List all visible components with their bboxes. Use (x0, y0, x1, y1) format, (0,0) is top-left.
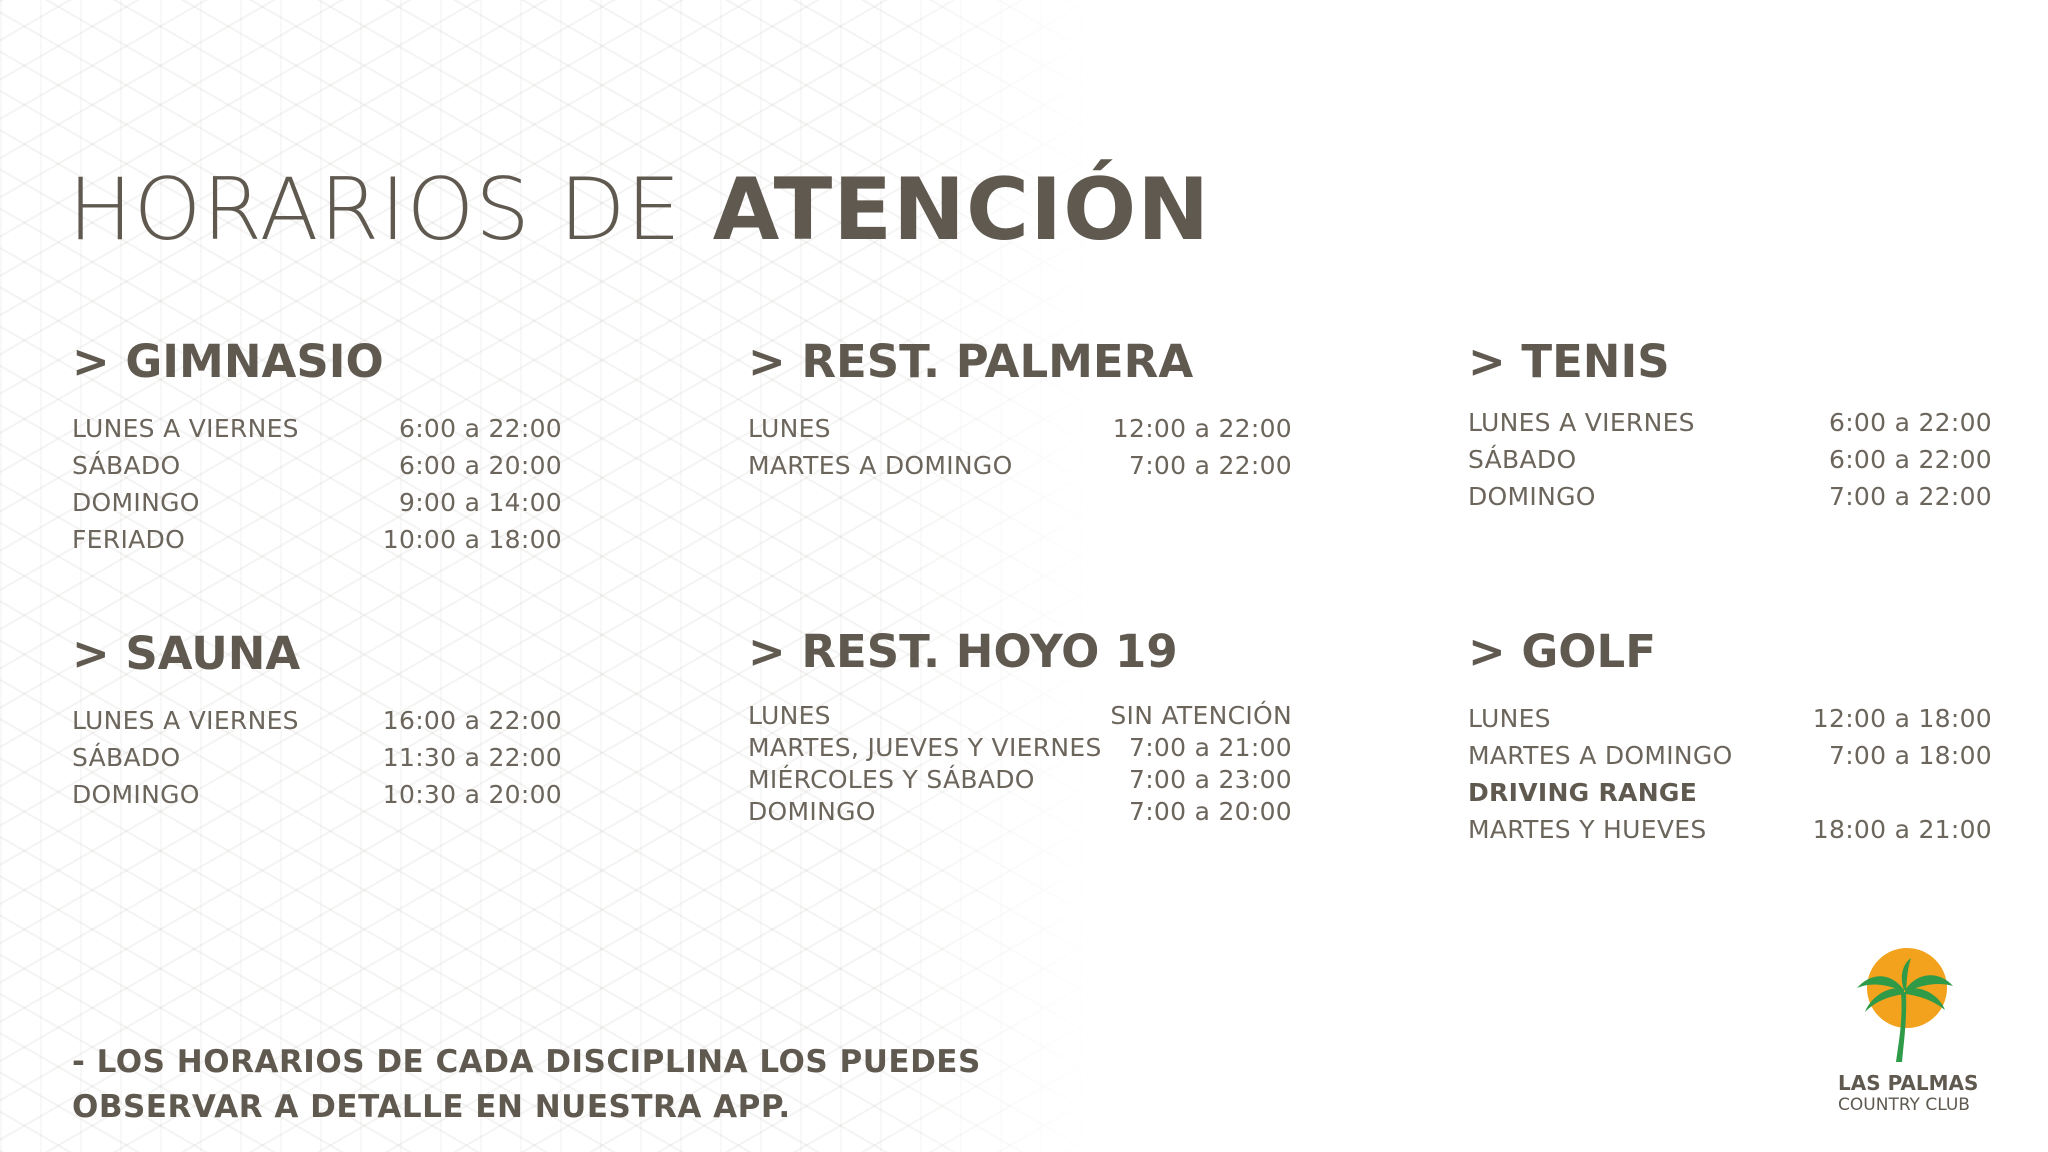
schedule-row (72, 521, 562, 558)
footer-note-line: OBSERVAR A DETALLE EN NUESTRA APP. (72, 1089, 791, 1125)
schedule-list (748, 700, 1292, 828)
section-tenis (1468, 334, 1992, 515)
schedule-row (72, 776, 562, 813)
schedule-row (72, 739, 562, 776)
schedule-row (748, 764, 1292, 796)
day-label: DOMINGO (72, 780, 200, 809)
section-sauna (72, 626, 562, 813)
page-title-light: HORARIOS DE (68, 160, 682, 260)
schedule-list (72, 702, 562, 813)
time-value: 6:00 a 22:00 (1829, 445, 1992, 474)
day-label: DOMINGO (748, 797, 876, 826)
driving-range-heading: DRIVING RANGE (1468, 778, 1698, 807)
time-value: 6:00 a 22:00 (1829, 408, 1992, 437)
palm-tree-sun-icon (1849, 940, 1959, 1065)
section-golf (1468, 624, 1992, 848)
schedule-row (1468, 700, 1992, 737)
footer-note-line: - LOS HORARIOS DE CADA DISCIPLINA LOS PUEDES (72, 1044, 981, 1080)
time-value: 7:00 a 22:00 (1829, 482, 1992, 511)
time-value: 11:30 a 22:00 (382, 743, 562, 772)
day-label: MARTES A DOMINGO (748, 451, 1013, 480)
section-title: > GIMNASIO (72, 335, 384, 388)
time-value: 7:00 a 21:00 (1129, 733, 1292, 762)
time-value: 10:30 a 20:00 (382, 780, 562, 809)
time-value: 12:00 a 22:00 (1112, 414, 1292, 443)
schedule-row (748, 700, 1292, 732)
schedule-row (72, 702, 562, 739)
day-label: FERIADO (72, 525, 186, 554)
schedule-row (72, 447, 562, 484)
logo-subtitle: COUNTRY CLUB (1838, 1095, 1970, 1115)
time-value: SIN ATENCIÓN (1110, 701, 1292, 730)
page-title-bold: ATENCIÓN (712, 160, 1211, 260)
time-value: 16:00 a 22:00 (382, 706, 562, 735)
day-label: MARTES, JUEVES Y VIERNES (748, 733, 1102, 762)
day-label: LUNES (1468, 704, 1551, 733)
schedule-row (748, 796, 1292, 828)
day-label: LUNES (748, 414, 831, 443)
schedule-list (1468, 700, 1992, 848)
day-label: MARTES A DOMINGO (1468, 741, 1733, 770)
day-label: SÁBADO (72, 743, 181, 772)
time-value: 7:00 a 18:00 (1829, 741, 1992, 770)
schedule-row (748, 732, 1292, 764)
schedule-list (748, 410, 1292, 484)
day-label: DOMINGO (1468, 482, 1596, 511)
section-title: > GOLF (1468, 625, 1656, 678)
schedule-list (1468, 404, 1992, 515)
schedule-row (1468, 737, 1992, 774)
day-label: SÁBADO (72, 451, 181, 480)
day-label: LUNES A VIERNES (1468, 408, 1695, 437)
section-title: > REST. HOYO 19 (748, 625, 1178, 678)
day-label: LUNES A VIERNES (72, 414, 299, 443)
schedule-row (72, 410, 562, 447)
section-title: > TENIS (1468, 335, 1670, 388)
day-label: MARTES Y HUEVES (1468, 815, 1707, 844)
day-label: LUNES A VIERNES (72, 706, 299, 735)
logo-name: LAS PALMAS (1838, 1071, 1979, 1095)
time-value: 6:00 a 22:00 (399, 414, 562, 443)
section-title: > REST. PALMERA (748, 335, 1194, 388)
time-value: 9:00 a 14:00 (399, 488, 562, 517)
schedule-row (748, 447, 1292, 484)
day-label: SÁBADO (1468, 445, 1577, 474)
time-value: 6:00 a 20:00 (399, 451, 562, 480)
time-value: 12:00 a 18:00 (1812, 704, 1992, 733)
time-value: 10:00 a 18:00 (382, 525, 562, 554)
section-rest-hoyo-19 (748, 624, 1292, 828)
schedule-list (72, 410, 562, 558)
time-value: 7:00 a 20:00 (1129, 797, 1292, 826)
club-logo (1838, 940, 1979, 1140)
schedule-row (72, 484, 562, 521)
schedule-row (1468, 811, 1992, 848)
footer-note (72, 1040, 981, 1130)
day-label: MIÉRCOLES Y SÁBADO (748, 765, 1035, 794)
time-value: 7:00 a 23:00 (1129, 765, 1292, 794)
section-rest-palmera (748, 334, 1292, 484)
section-title: > SAUNA (72, 627, 301, 680)
day-label: DOMINGO (72, 488, 200, 517)
time-value: 7:00 a 22:00 (1129, 451, 1292, 480)
section-gimnasio (72, 334, 562, 558)
time-value: 18:00 a 21:00 (1812, 815, 1992, 844)
schedule-row (748, 410, 1292, 447)
schedule-row (1468, 478, 1992, 515)
day-label: LUNES (748, 701, 831, 730)
schedule-row (1468, 404, 1992, 441)
page-title (68, 160, 1210, 260)
schedule-row (1468, 441, 1992, 478)
